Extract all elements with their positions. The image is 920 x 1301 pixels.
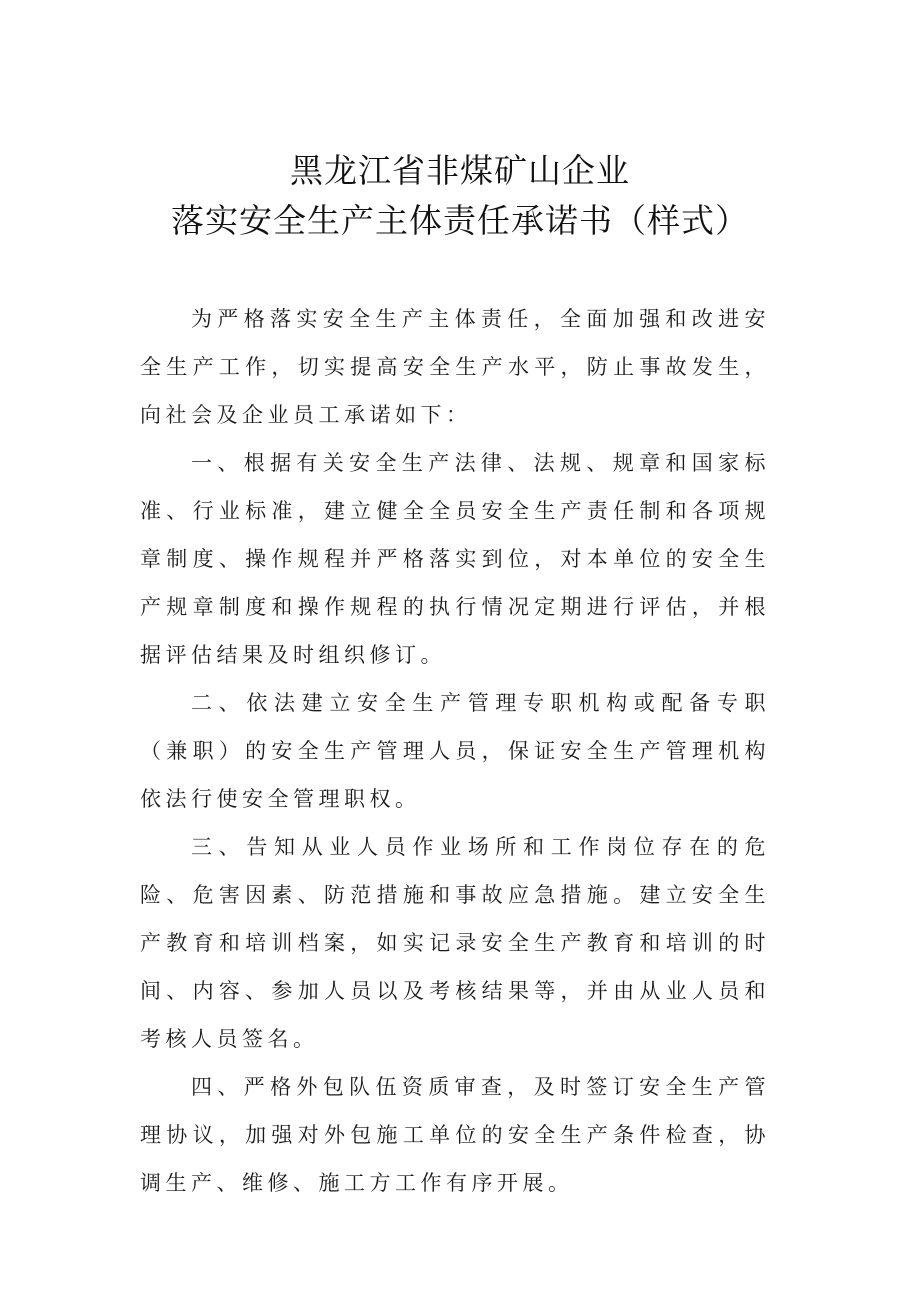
document-title (0, 146, 920, 246)
title-line-1: 黑龙江省非煤矿山企业 (290, 151, 630, 190)
paragraph-item-4: 四、严格外包队伍资质审查，及时签订安全生产管理协议，加强对外包施工单位的安全生产条件检查，协调生产、维修、施工方工作有序开展。 (140, 1075, 770, 1195)
paragraph-item-1: 一、根据有关安全生产法律、法规、规章和国家标准、行业标准，建立健全全员安全生产责任制和各项规章制度、操作规程并严格落实到位，对本单位的安全生产规章制度和操作规程的执行情况定期进行评估，并根据评估结果及时组织修订。 (140, 451, 770, 667)
paragraph-item-3: 三、告知从业人员作业场所和工作岗位存在的危险、危害因素、防范措施和事故应急措施。建立安全生产教育和培训档案，如实记录安全生产教育和培训的时间、内容、参加人员以及考核结果等，并由从业人员和考核人员签名。 (140, 835, 770, 1051)
document-body (140, 295, 770, 1207)
paragraph-intro: 为严格落实安全生产主体责任，全面加强和改进安全生产工作，切实提高安全生产水平，防止事故发生，向社会及企业员工承诺如下： (140, 307, 770, 427)
paragraph-item-2: 二、依法建立安全生产管理专职机构或配备专职（兼职）的安全生产管理人员，保证安全生产管理机构依法行使安全管理职权。 (140, 691, 770, 811)
title-line-2: 落实安全生产主体责任承诺书（样式） (171, 201, 749, 240)
